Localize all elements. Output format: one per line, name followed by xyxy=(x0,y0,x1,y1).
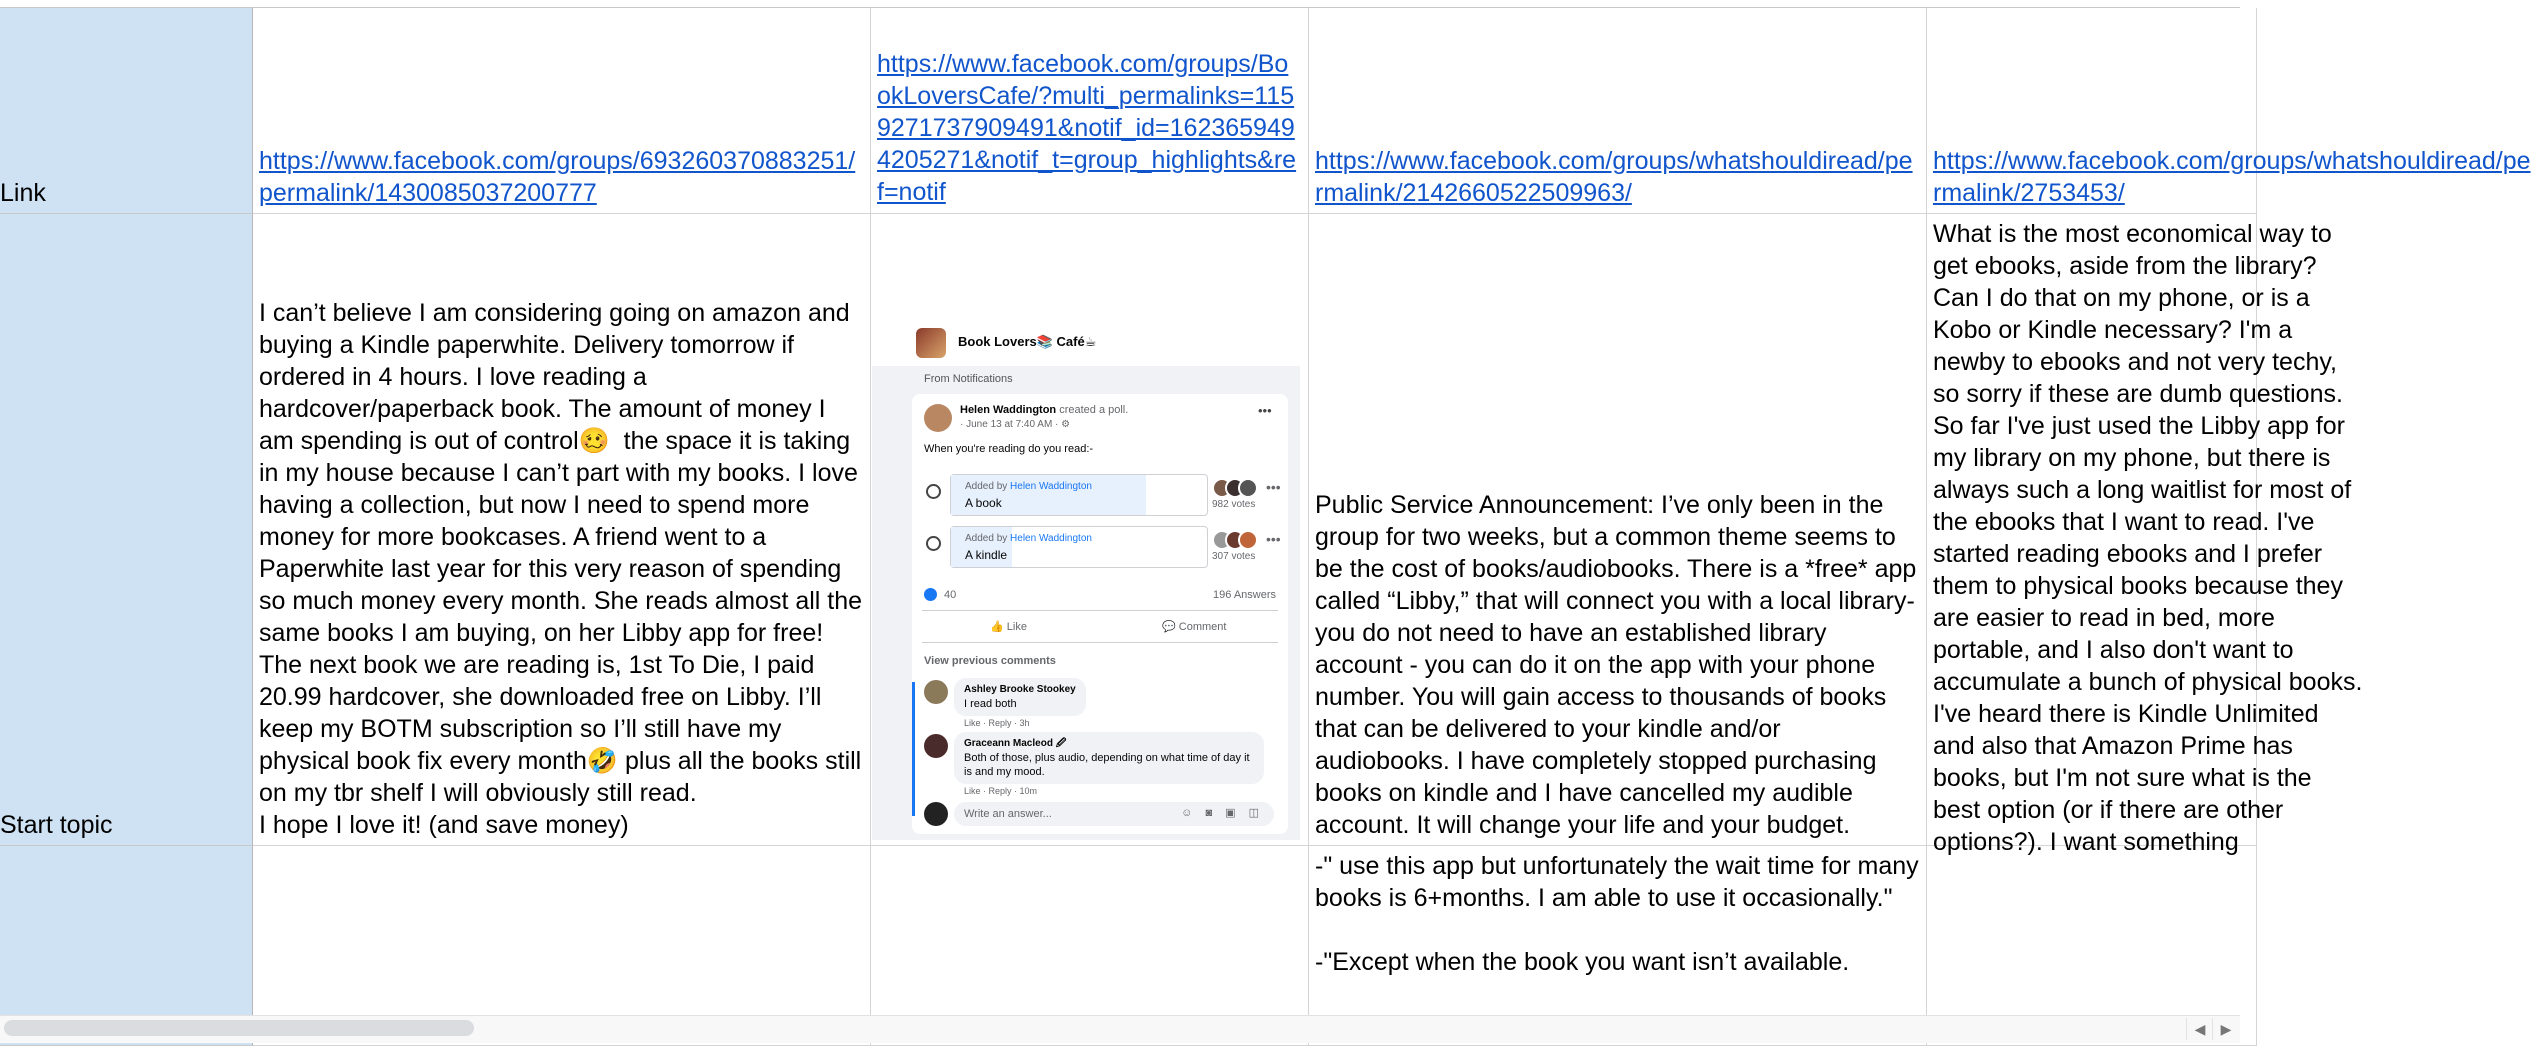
thumbs-up-icon: 👍 xyxy=(990,621,1004,633)
poll-option-2 xyxy=(950,526,1208,568)
poll-option-2-more-icon: ••• xyxy=(1266,531,1281,547)
row-header-start-topic[interactable] xyxy=(0,214,253,846)
group-name: Book Lovers📚 Café☕ xyxy=(958,334,1097,349)
like-reaction-icon xyxy=(924,588,937,601)
scroll-left-arrow-icon[interactable]: ◀ xyxy=(2186,1018,2213,1040)
start-topic-text-1: I can’t believe I am considering going on amazon and buying a Kindle paperwhite. Delivery tomorrow if ordered in 4 hours. I love reading a hardcover/paperback book. The amount of money I am spending is out of control🥴 the space it is taking in my house because I can’t part with my books. I love having a collection, but now I need to spend more money for more bookcases. A friend went to a Paperwhite last year for this very reason of spending so much money every month. She reads almost all the same books I am buying, on her Libby app for free! The next book we are reading is, 1st To Die, I paid 20.99 hardcover, she downloaded free on Libby. I’ll keep my BOTM subscription so I’ll still have my physical book fix every month🤣 plus all the books still on my tbr shelf I will obviously still read. I hope I love it! (and save money) xyxy=(259,299,863,839)
author-avatar xyxy=(924,404,952,432)
poll-option-1-added: Added by Helen Waddington xyxy=(965,481,1092,492)
cell-link-4[interactable] xyxy=(1927,8,2531,214)
comment-thread-line xyxy=(912,682,915,816)
start-topic-text-3: Public Service Announcement: I’ve only been in the group for two weeks, but a common theme seems to be the cost of books/audiobooks. There is a *free* app called “Libby,” that will connect you with a local library- you do not need to have an established library account - you can do it on the app with your phone number. You will gain access to thousands of books that can be delivered to your kindle and/or audiobooks. I have completely stopped purchasing books on kindle and I have cancelled my audible account. It will change your life and your budget. xyxy=(1315,491,1924,839)
cell-start-topic-3[interactable] xyxy=(1309,214,1927,846)
write-answer-field xyxy=(954,802,1274,826)
facebook-poll-screenshot xyxy=(872,318,1300,840)
comment-2-text: Both of those, plus audio, depending on what time of day it is and my mood. xyxy=(964,752,1250,778)
row-header-link-label: Link xyxy=(0,179,46,207)
poll-option-1-label: A book xyxy=(965,496,1002,510)
comment-1-text: I read both xyxy=(964,698,1017,710)
like-action: 👍 Like xyxy=(990,621,1027,633)
poll-radio-1 xyxy=(926,484,941,499)
view-previous-comments: View previous comments xyxy=(924,655,1056,667)
link-1[interactable]: https://www.facebook.com/groups/693260370883251/permalink/1430085037200777 xyxy=(259,147,856,207)
poll-radio-2 xyxy=(926,536,941,551)
comment-2-name: Graceann Macleod 🖉 xyxy=(964,738,1067,749)
answers-count: 196 Answers xyxy=(1213,589,1276,601)
poll-option-2-votes: 307 votes xyxy=(1212,551,1256,562)
cell-link-2[interactable] xyxy=(871,8,1309,214)
commenter-avatar-2 xyxy=(924,734,948,758)
poll-option-1 xyxy=(950,474,1208,516)
comment-1-meta: Like · Reply · 3h xyxy=(964,718,1030,728)
comment-icon: 💬 xyxy=(1162,621,1176,633)
post-action: created a poll. xyxy=(1059,404,1129,416)
post-more-icon: ••• xyxy=(1258,403,1272,418)
cell-link-3[interactable] xyxy=(1309,8,1927,214)
post-author: Helen Waddington xyxy=(960,404,1057,416)
divider xyxy=(922,642,1278,643)
start-topic-text-4: What is the most economical way to get ebooks, aside from the library? Can I do that on my phone, or is a Kobo or Kindle necessary? I'm a newby to ebooks and not very techy, so sorry if these are dumb questions. So far I've just used the Libby app for my library on my phone, but there is always such a long waitlist for most of the ebooks that I want to read. I've started reading ebooks and I prefer them to physical books because they are easier to read in bed, more portable, and I also don't want to accumulate a bunch of physical books. I've heard there is Kindle Unlimited and also that Amazon Prime has books, but I'm not sure what is the best option (or if there are other options?). I want something xyxy=(1933,220,2370,856)
top-row-edge xyxy=(0,0,2240,8)
divider xyxy=(922,610,1278,611)
scrollbar-thumb[interactable] xyxy=(4,1020,474,1036)
comment-2-meta: Like · Reply · 10m xyxy=(964,786,1038,796)
group-avatar xyxy=(916,328,946,358)
poll-option-1-votes: 982 votes xyxy=(1212,499,1256,510)
cell-start-topic-1[interactable] xyxy=(253,214,871,846)
poll-option-1-voter-faces xyxy=(1212,478,1258,500)
link-2[interactable]: https://www.facebook.com/groups/BookLoversCafe/?multi_permalinks=1159271737909491&notif_id=1623659494205271&notif_t=group_highlights&ref=notif xyxy=(877,50,1297,206)
link-3[interactable]: https://www.facebook.com/groups/whatshouldiread/permalink/2142660522509963/ xyxy=(1315,147,1913,207)
cell-start-topic-4[interactable] xyxy=(1927,214,2370,856)
scroll-right-arrow-icon[interactable]: ▶ xyxy=(2212,1018,2239,1040)
horizontal-scrollbar[interactable] xyxy=(0,1015,2240,1043)
fb-group-header xyxy=(872,318,1300,366)
comment-bubble-1 xyxy=(954,678,1086,716)
write-answer-placeholder: Write an answer... xyxy=(964,808,1052,820)
poll-question: When you're reading do you read:- xyxy=(924,443,1094,455)
post-author-line xyxy=(960,403,1128,417)
commenter-avatar-1 xyxy=(924,680,948,704)
comment-bubble-2 xyxy=(954,732,1264,784)
post-date: · June 13 at 7:40 AM · ⚙ xyxy=(960,419,1071,430)
row3-text-3: -" use this app but unfortunately the wait time for many books is 6+months. I am able to use it occasionally." -"Except when the book you want isn’t available. xyxy=(1315,852,1919,976)
row-header-link[interactable] xyxy=(0,8,253,214)
link-4[interactable]: https://www.facebook.com/groups/whatshouldiread/permalink/2753453/ xyxy=(1933,147,2531,207)
current-user-avatar xyxy=(924,802,948,826)
input-icons: ☺ ◙ ▣ ◫ xyxy=(1181,807,1264,819)
poll-option-2-voter-faces xyxy=(1212,530,1258,552)
comment-1-name: Ashley Brooke Stookey xyxy=(964,684,1076,695)
poll-option-1-more-icon: ••• xyxy=(1266,479,1281,495)
cell-link-1[interactable] xyxy=(253,8,871,214)
poll-option-2-added: Added by Helen Waddington xyxy=(965,533,1092,544)
poll-option-2-label: A kindle xyxy=(965,548,1008,562)
poll-post xyxy=(912,394,1288,834)
reactions-count: 40 xyxy=(944,589,957,601)
row-header-start-topic-label: Start topic xyxy=(0,811,113,839)
from-notifications-label: From Notifications xyxy=(924,373,1013,385)
comment-action: 💬 Comment xyxy=(1162,621,1227,633)
